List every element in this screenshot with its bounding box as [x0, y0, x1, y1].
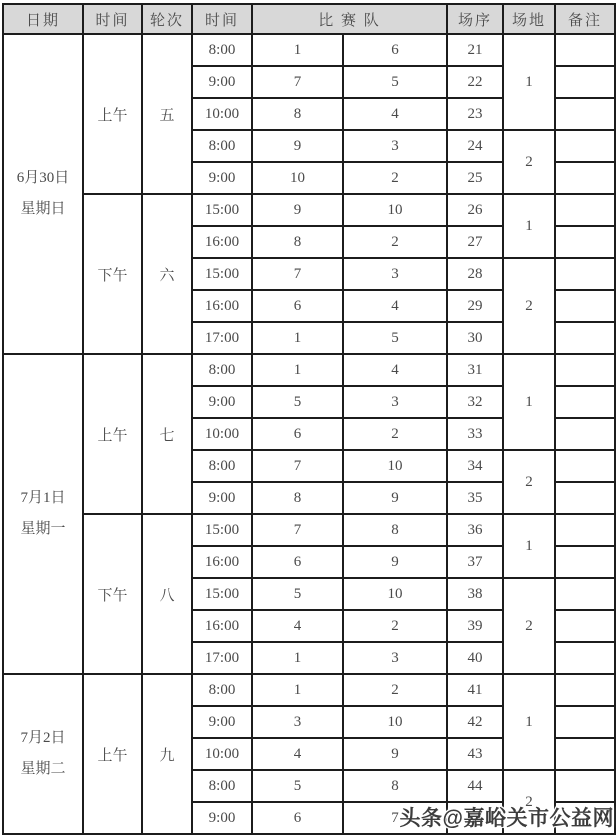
order-cell: 21 [447, 34, 503, 66]
header-time: 时间 [192, 4, 252, 34]
watermark: 头条@嘉峪关市公益网 [399, 807, 614, 830]
remark-cell [555, 610, 615, 642]
team1-cell: 5 [252, 386, 343, 418]
order-cell: 23 [447, 98, 503, 130]
header-period: 时间 [83, 4, 142, 34]
team2-cell: 8 [343, 770, 447, 802]
team2-cell: 2 [343, 162, 447, 194]
team2-cell: 2 [343, 418, 447, 450]
match-row [3, 354, 615, 386]
team2-cell: 2 [343, 226, 447, 258]
remark-cell [555, 34, 615, 66]
remark-cell [555, 354, 615, 386]
time-cell: 9:00 [192, 802, 252, 834]
team1-cell: 9 [252, 194, 343, 226]
time-cell: 10:00 [192, 418, 252, 450]
date-line: 6月30日 [16, 170, 70, 186]
team2-cell: 3 [343, 642, 447, 674]
time-cell: 8:00 [192, 450, 252, 482]
team1-cell: 1 [252, 322, 343, 354]
header-remark: 备注 [555, 4, 615, 34]
team1-cell: 7 [252, 514, 343, 546]
time-cell: 16:00 [192, 546, 252, 578]
team1-cell: 7 [252, 258, 343, 290]
venue-cell: 1 [503, 194, 555, 258]
team1-cell: 8 [252, 226, 343, 258]
round-cell: 九 [142, 674, 192, 834]
time-cell: 15:00 [192, 578, 252, 610]
team1-cell: 7 [252, 66, 343, 98]
venue-cell: 1 [503, 34, 555, 130]
round-cell: 八 [142, 514, 192, 674]
team2-cell: 10 [343, 578, 447, 610]
team2-cell: 10 [343, 450, 447, 482]
team1-cell: 5 [252, 770, 343, 802]
order-cell: 38 [447, 578, 503, 610]
venue-cell: 2 [503, 258, 555, 354]
period-cell: 下午 [83, 194, 142, 354]
team2-cell: 2 [343, 610, 447, 642]
date-line: 7月2日 [20, 730, 66, 746]
order-cell: 44 [447, 770, 503, 802]
team1-cell: 9 [252, 130, 343, 162]
order-cell: 43 [447, 738, 503, 770]
venue-cell: 2 [503, 770, 555, 834]
team2-cell: 8 [343, 514, 447, 546]
team1-cell: 8 [252, 482, 343, 514]
match-row [3, 34, 615, 66]
header-teams: 比 赛 队 [252, 4, 447, 34]
remark-cell [555, 290, 615, 322]
remark-cell [555, 66, 615, 98]
order-cell: 24 [447, 130, 503, 162]
order-cell: 33 [447, 418, 503, 450]
time-cell: 9:00 [192, 386, 252, 418]
date-line: 星期一 [20, 521, 66, 537]
header-round: 轮次 [142, 4, 192, 34]
team1-cell: 4 [252, 610, 343, 642]
team1-cell: 6 [252, 802, 343, 834]
schedule-body [3, 34, 615, 834]
team1-cell: 1 [252, 354, 343, 386]
header-order: 场序 [447, 4, 503, 34]
team1-cell: 10 [252, 162, 343, 194]
round-cell: 六 [142, 194, 192, 354]
order-cell: 39 [447, 610, 503, 642]
team2-cell: 2 [343, 674, 447, 706]
match-row [3, 514, 615, 546]
time-cell: 8:00 [192, 770, 252, 802]
remark-cell [555, 386, 615, 418]
time-cell: 10:00 [192, 98, 252, 130]
time-cell: 15:00 [192, 194, 252, 226]
date-cell [3, 674, 83, 834]
venue-cell: 2 [503, 130, 555, 194]
time-cell: 16:00 [192, 290, 252, 322]
remark-cell [555, 578, 615, 610]
date-cell [3, 34, 83, 354]
remark-cell [555, 258, 615, 290]
team2-cell: 9 [343, 482, 447, 514]
time-cell: 17:00 [192, 642, 252, 674]
time-cell: 16:00 [192, 610, 252, 642]
team1-cell: 7 [252, 450, 343, 482]
remark-cell [555, 546, 615, 578]
period-cell: 下午 [83, 514, 142, 674]
remark-cell [555, 418, 615, 450]
match-row [3, 674, 615, 706]
order-cell: 42 [447, 706, 503, 738]
date-cell [3, 354, 83, 674]
order-cell: 27 [447, 226, 503, 258]
date-line: 星期日 [20, 201, 66, 217]
team2-cell: 5 [343, 322, 447, 354]
remark-cell [555, 194, 615, 226]
team1-cell: 6 [252, 418, 343, 450]
order-cell: 34 [447, 450, 503, 482]
remark-cell [555, 674, 615, 706]
order-cell: 32 [447, 386, 503, 418]
venue-cell: 1 [503, 674, 555, 770]
team2-cell: 4 [343, 98, 447, 130]
venue-cell: 1 [503, 514, 555, 578]
remark-cell [555, 738, 615, 770]
order-cell: 35 [447, 482, 503, 514]
order-cell: 30 [447, 322, 503, 354]
date-line: 星期二 [20, 761, 66, 777]
team1-cell: 1 [252, 642, 343, 674]
team1-cell: 8 [252, 98, 343, 130]
venue-cell: 2 [503, 578, 555, 674]
team1-cell: 5 [252, 578, 343, 610]
period-cell: 上午 [83, 354, 142, 514]
team1-cell: 6 [252, 290, 343, 322]
team1-cell: 1 [252, 674, 343, 706]
team2-cell: 3 [343, 386, 447, 418]
remark-cell [555, 706, 615, 738]
remark-cell [555, 514, 615, 546]
order-cell: 29 [447, 290, 503, 322]
team2-cell: 4 [343, 354, 447, 386]
remark-cell [555, 98, 615, 130]
round-cell: 五 [142, 34, 192, 194]
order-cell: 31 [447, 354, 503, 386]
time-cell: 8:00 [192, 130, 252, 162]
order-cell: 22 [447, 66, 503, 98]
time-cell: 9:00 [192, 66, 252, 98]
time-cell: 8:00 [192, 674, 252, 706]
round-cell: 七 [142, 354, 192, 514]
order-cell: 41 [447, 674, 503, 706]
remark-cell [555, 642, 615, 674]
date-line: 7月1日 [20, 490, 66, 506]
time-cell: 8:00 [192, 34, 252, 66]
order-cell: 26 [447, 194, 503, 226]
order-cell: 37 [447, 546, 503, 578]
venue-cell: 2 [503, 450, 555, 514]
time-cell: 9:00 [192, 482, 252, 514]
remark-cell [555, 162, 615, 194]
match-row [3, 194, 615, 226]
time-cell: 17:00 [192, 322, 252, 354]
time-cell: 15:00 [192, 258, 252, 290]
team2-cell: 10 [343, 194, 447, 226]
team1-cell: 1 [252, 34, 343, 66]
team2-cell: 4 [343, 290, 447, 322]
remark-cell [555, 770, 615, 802]
header-row [3, 4, 615, 34]
schedule-table [2, 3, 616, 835]
header-venue: 场地 [503, 4, 555, 34]
team1-cell: 6 [252, 546, 343, 578]
order-cell: 28 [447, 258, 503, 290]
team1-cell: 4 [252, 738, 343, 770]
team1-cell: 3 [252, 706, 343, 738]
order-cell: 36 [447, 514, 503, 546]
remark-cell [555, 450, 615, 482]
time-cell: 9:00 [192, 706, 252, 738]
team2-cell: 9 [343, 738, 447, 770]
time-cell: 16:00 [192, 226, 252, 258]
remark-cell [555, 482, 615, 514]
remark-cell [555, 130, 615, 162]
remark-cell [555, 322, 615, 354]
team2-cell: 3 [343, 130, 447, 162]
team2-cell: 6 [343, 34, 447, 66]
time-cell: 9:00 [192, 162, 252, 194]
order-cell: 25 [447, 162, 503, 194]
team2-cell: 9 [343, 546, 447, 578]
team2-cell: 7 [343, 802, 447, 834]
venue-cell: 1 [503, 354, 555, 450]
time-cell: 15:00 [192, 514, 252, 546]
time-cell: 10:00 [192, 738, 252, 770]
team2-cell: 3 [343, 258, 447, 290]
time-cell: 8:00 [192, 354, 252, 386]
remark-cell [555, 226, 615, 258]
header-date: 日期 [3, 4, 83, 34]
team2-cell: 10 [343, 706, 447, 738]
order-cell: 40 [447, 642, 503, 674]
team2-cell: 5 [343, 66, 447, 98]
period-cell: 上午 [83, 674, 142, 834]
period-cell: 上午 [83, 34, 142, 194]
